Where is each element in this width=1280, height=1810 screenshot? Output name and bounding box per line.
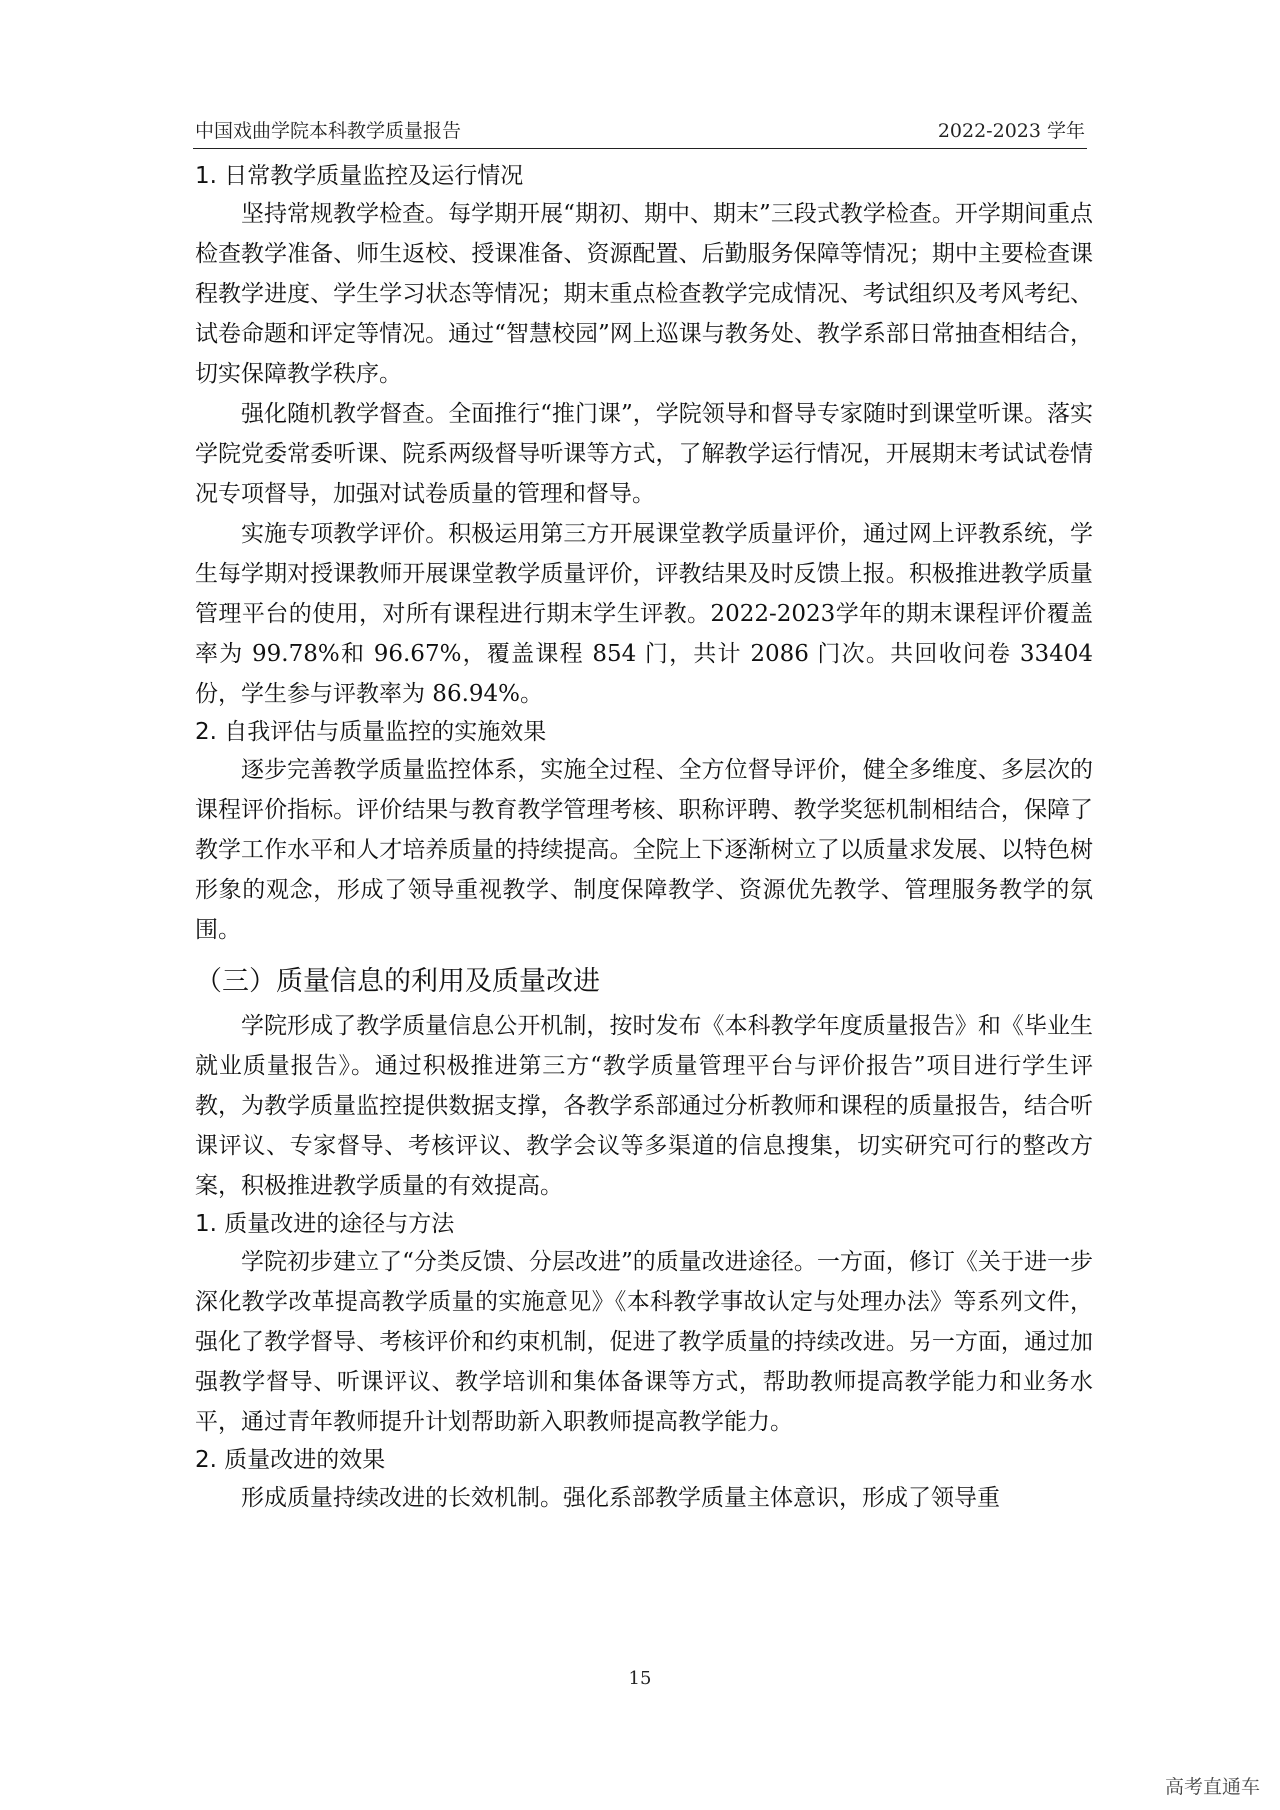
watermark-text: 高考直通车	[1164, 1776, 1260, 1798]
page-number: 15	[628, 1668, 652, 1689]
paragraph-monitoring-system: 逐步完善教学质量监控体系，实施全过程、全方位督导评价，健全多维度、多层次的课程评价指标。评价结果与教育教学管理考核、职称评聘、教学奖惩机制相结合，保障了教学工作水平和人才培养质量的持续提高。全院上下逐渐树立了以质量求发展、以特色树形象的观念，形成了领导重视教学、制度保障教学、资源优先教学、管理服务教学的氛围。	[195, 757, 1093, 943]
paragraph-improvement-approach: 学院初步建立了“分类反馈、分层改进”的质量改进途径。一方面，修订《关于进一步深化教学改革提高教学质量的实施意见》《本科教学事故认定与处理办法》等系列文件，强化了教学督导、考核评价和约束机制，促进了教学质量的持续改进。另一方面，通过加强教学督导、听课评议、教学培训和集体备课等方式，帮助教师提高教学能力和业务水平，通过青年教师提升计划帮助新入职教师提高教学能力。	[195, 1249, 1093, 1435]
paragraph-routine-inspection: 坚持常规教学检查。每学期开展“期初、期中、期末”三段式教学检查。开学期间重点检查教学准备、师生返校、授课准备、资源配置、后勤服务保障等情况；期中主要检查课程教学进度、学生学习状态等情况；期末重点检查教学完成情况、考试组织及考风考纪、试卷命题和评定等情况。通过“智慧校园”网上巡课与教务处、教学系部日常抽查相结合，切实保障教学秩序。	[195, 201, 1093, 387]
section-heading-daily-monitoring: 1. 日常教学质量监控及运行情况	[195, 163, 524, 189]
section-heading-self-assessment: 2. 自我评估与质量监控的实施效果	[195, 719, 547, 745]
paragraph-special-evaluation: 实施专项教学评价。积极运用第三方开展课堂教学质量评价，通过网上评教系统，学生每学期对授课教师开展课堂教学质量评价，评教结果及时反馈上报。积极推进教学质量管理平台的使用，对所有课程进行期末学生评教。2022-2023学年的期末课程评价覆盖率为 99.78%和 96.67%，覆盖课程 854 门，共计 2086 门次。共回收问卷 33404 份，学生参与评教率为 86.94%。	[195, 521, 1093, 707]
section-heading-quality-improvement: （三）质量信息的利用及质量改进	[195, 966, 600, 997]
document-body	[195, 158, 1093, 1518]
header-title: 中国戏曲学院本科教学质量报告	[195, 120, 462, 142]
header-year: 2022-2023 学年	[937, 120, 1085, 142]
section-heading-improvement-effects: 2. 质量改进的效果	[195, 1447, 386, 1473]
paragraph-long-term-mechanism: 形成质量持续改进的长效机制。强化系部教学质量主体意识，形成了领导重	[241, 1485, 1000, 1511]
paragraph-random-supervision: 强化随机教学督查。全面推行“推门课”，学院领导和督导专家随时到课堂听课。落实学院党委常委听课、院系两级督导听课等方式，了解教学运行情况，开展期末考试试卷情况专项督导，加强对试卷质量的管理和督导。	[195, 401, 1093, 507]
paragraph-information-disclosure: 学院形成了教学质量信息公开机制，按时发布《本科教学年度质量报告》和《毕业生就业质量报告》。通过积极推进第三方“教学质量管理平台与评价报告”项目进行学生评教，为教学质量监控提供数据支撑，各教学系部通过分析教师和课程的质量报告，结合听课评议、专家督导、考核评议、教学会议等多渠道的信息搜集，切实研究可行的整改方案，积极推进教学质量的有效提高。	[195, 1013, 1093, 1199]
header-divider	[193, 148, 1087, 149]
section-heading-improvement-methods: 1. 质量改进的途径与方法	[195, 1211, 455, 1237]
